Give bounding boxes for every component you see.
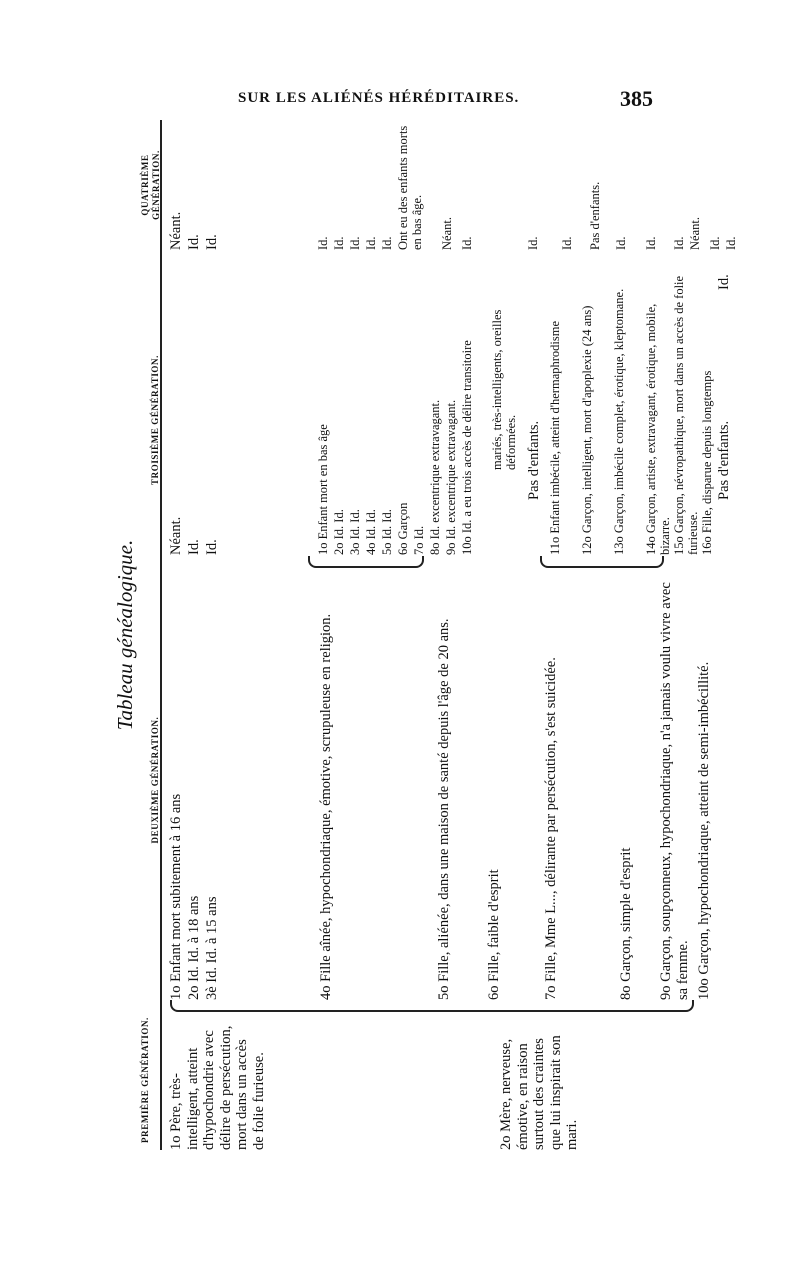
- gen4-entry-11: Id.: [460, 236, 474, 250]
- gen3-entry-1: 1o Enfant mort en bas âge: [316, 424, 330, 555]
- gen2-entry-1: 1o Enfant mort subitement à 16 ans: [168, 793, 184, 1000]
- gen3-entry-2: 2o Id. Id.: [332, 509, 346, 555]
- gen3-entry-15: 15o Garçon, névropathique, mort dans un accès de folie furieuse.: [672, 275, 700, 555]
- gen4-entry-12: Id.: [526, 236, 540, 250]
- gen4-entry-19: Id.: [708, 236, 722, 250]
- gen2-entry-4: 4o Fille aînée, hypochondriaque, émotive, scrupuleuse en religion.: [318, 613, 334, 1000]
- gen4-entry-20: Id.: [724, 236, 738, 250]
- running-head: [0, 88, 800, 118]
- gen4-entry-1: Néant.: [168, 211, 184, 250]
- gen3-id-1: Id.: [186, 539, 202, 555]
- gen2-entry-3: 3è Id. Id. à 15 ans: [204, 896, 220, 1000]
- gen4-entry-16: Id.: [644, 236, 658, 250]
- gen1-entry-mother: 2o Mère, nerveuse, émotive, en raison surtout des craintes que lui inspirait son mari.: [498, 1035, 580, 1150]
- genealogy-table: [112, 120, 738, 1150]
- gen3-entry-5: 5o Id. Id.: [380, 509, 394, 555]
- gen3-id-2: Id.: [204, 539, 220, 555]
- gen3-entry-4: 4o Id. Id.: [364, 509, 378, 555]
- gen2-entry-9: 9o Garçon, soupçonneux, hypochondriaque, n'a jamais voulu vivre avec sa femme.: [658, 582, 691, 1000]
- gen4-entry-3: Id.: [204, 234, 220, 250]
- table-body: [168, 120, 738, 1150]
- gen4-entry-4: Id.: [316, 236, 330, 250]
- gen2-entry-10: 10o Garçon, hypochondriaque, atteint de semi-imbécillité.: [696, 661, 712, 1000]
- gen3-entry-8: 8o Id. excentrique extravagant.: [428, 399, 442, 555]
- gen3-entry-7: 7o Id.: [412, 525, 426, 555]
- brace-gen1: [170, 1000, 694, 1012]
- column-header-gen3: TROISIÈME GÉNÉRATION.: [150, 355, 160, 485]
- brace-gen2-fille-ainee: [308, 556, 424, 568]
- gen4-entry-15: Id.: [614, 236, 628, 250]
- gen3-entry-13: 13o Garçon, imbécile complet, érotique, kleptomane.: [612, 288, 626, 555]
- gen3-married-note: mariés, très-intelligents, oreilles déformées.: [490, 309, 518, 470]
- gen2-entry-5: 5o Fille, aliénée, dans une maison de santé depuis l'âge de 20 ans.: [436, 618, 452, 1000]
- gen3-entry-6: 6o Garçon: [396, 502, 410, 555]
- gen3-entry-11: 11o Enfant imbécile, atteint d'hermaphrodisme: [548, 320, 562, 555]
- column-header-gen1: PREMIÈRE GÉNÉRATION.: [140, 1017, 150, 1143]
- gen3-entry-14: 14o Garçon, artiste, extravagant, érotique, mobile, bizarre.: [644, 303, 672, 555]
- gen3-entry-16: 16o Fille, disparue depuis longtemps: [700, 370, 714, 555]
- gen2-entry-7: 7o Fille, Mme L..., délirante par persécution, s'est suicidée.: [543, 657, 559, 1000]
- gen4-entry-5: Id.: [332, 236, 346, 250]
- gen4-entry-14: Pas d'enfants.: [588, 181, 602, 250]
- gen1-entry-father: 1o Père, très-intelligent, atteint d'hypochondrie avec délire de persécution, mort dans un accès de folie furieuse.: [168, 1025, 267, 1150]
- gen4-entry-17: Id.: [672, 236, 686, 250]
- brace-gen2-mme-l: [540, 556, 664, 568]
- gen4-entry-9: Ont eu des enfants morts en bas âge.: [396, 125, 424, 250]
- gen4-entry-18: Néant.: [688, 217, 702, 250]
- gen3-pas-enfants-1: Pas d'enfants.: [526, 420, 542, 500]
- page-number: 385: [620, 86, 653, 111]
- running-title: SUR LES ALIÉNÉS HÉRÉDITAIRES.: [238, 90, 520, 106]
- gen2-entry-2: 2o Id. Id. à 18 ans: [186, 895, 202, 1000]
- gen3-entry-10: 10o Id. a eu trois accès de délire transitoire: [460, 340, 474, 555]
- gen4-entry-7: Id.: [364, 236, 378, 250]
- gen3-id-final: Id.: [716, 274, 732, 290]
- gen3-neant: Néant.: [168, 516, 184, 555]
- gen4-entry-13: Id.: [560, 236, 574, 250]
- gen4-entry-6: Id.: [348, 236, 362, 250]
- gen3-entry-3: 3o Id. Id.: [348, 509, 362, 555]
- column-header-gen4: QUATRIÈME GÉNÉRATION.: [140, 150, 161, 220]
- table-caption: Tableau généalogique.: [113, 539, 137, 731]
- gen3-pas-enfants-2: Pas d'enfants.: [716, 420, 732, 500]
- gen3-entry-9: 9o Id. excentrique extravagant.: [444, 399, 458, 555]
- header-rule: [160, 120, 162, 1150]
- gen4-entry-8: Id.: [380, 236, 394, 250]
- gen2-entry-8: 8o Garçon, simple d'esprit: [618, 847, 634, 1000]
- gen3-entry-12: 12o Garçon, intelligent, mort d'apoplexie (24 ans): [580, 305, 594, 555]
- gen2-entry-6: 6o Fille, faible d'esprit: [486, 869, 502, 1000]
- gen4-entry-10: Néant.: [440, 217, 454, 250]
- column-header-gen2: DEUXIÈME GÉNÉRATION.: [150, 716, 160, 844]
- gen4-entry-2: Id.: [186, 234, 202, 250]
